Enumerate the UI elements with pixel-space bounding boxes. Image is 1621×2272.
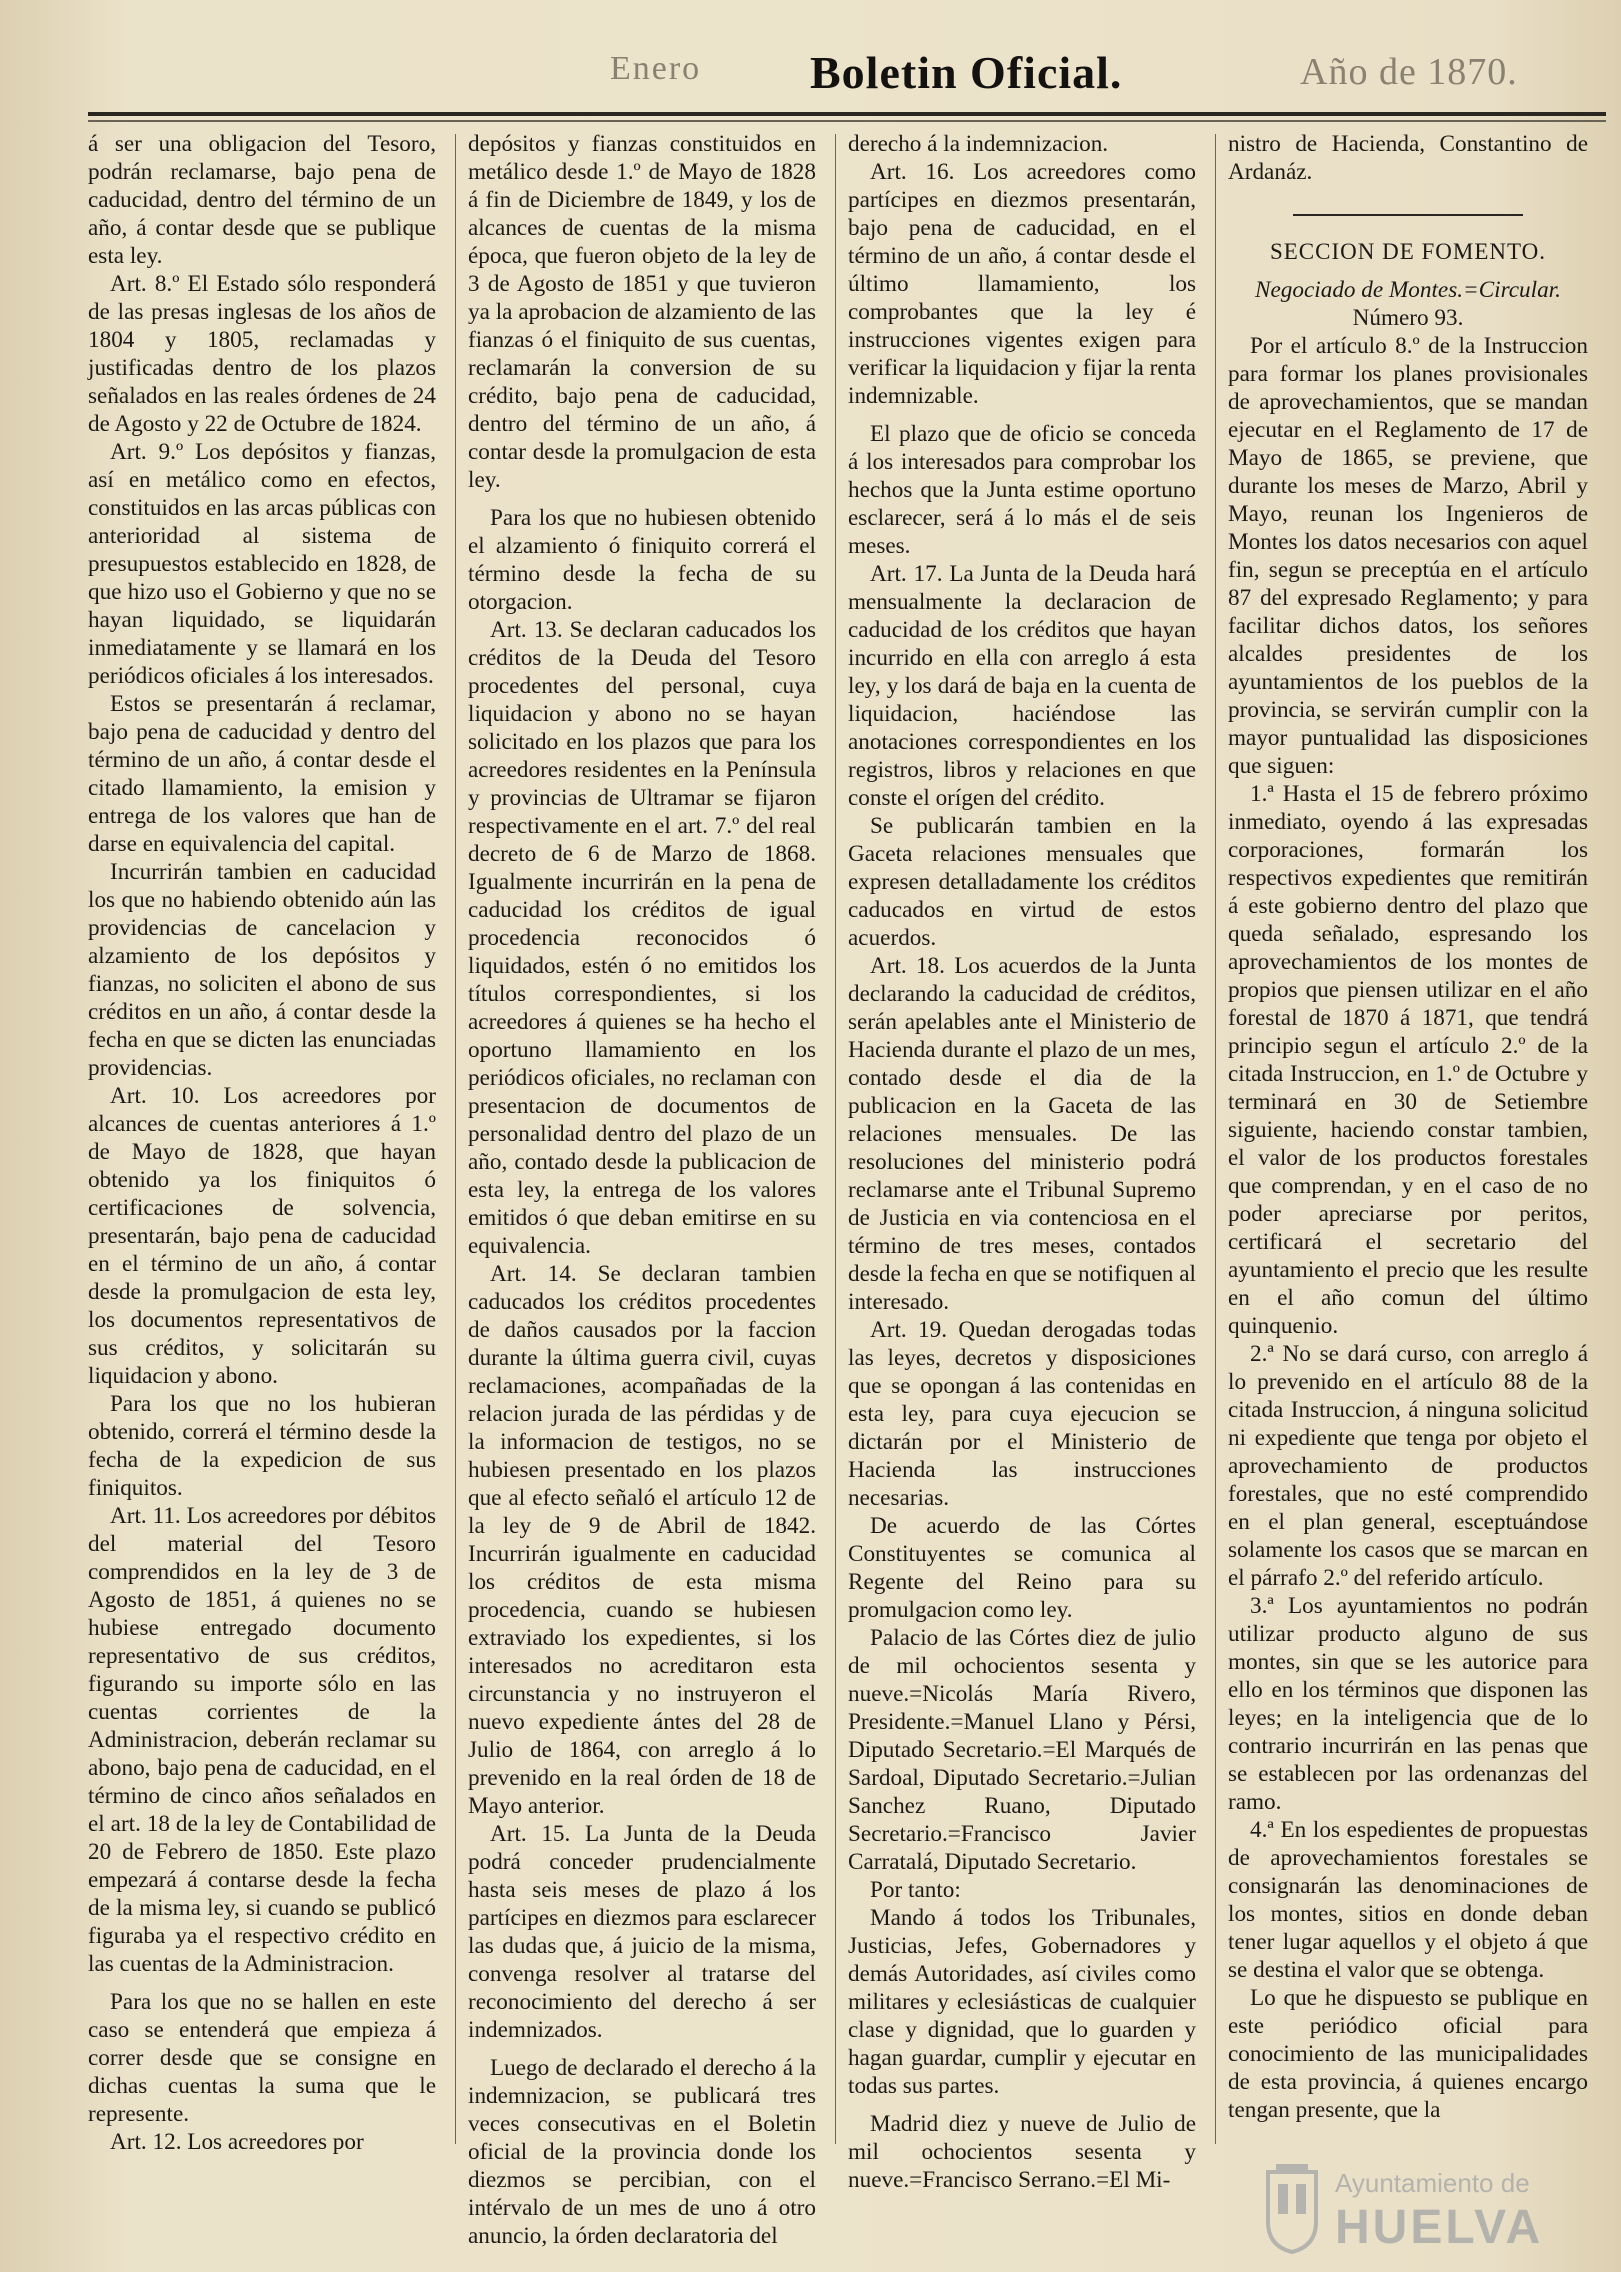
section-subtitle: Negociado de Montes.=Circular. xyxy=(1255,277,1561,303)
paragraph: Art. 9.º Los depósitos y fianzas, así en metálico como en efectos, constituidos en las arcas públicas con anterioridad al sistema de presupuestos establecido en 1828, de que hizo uso el Gobierno y que no se hayan liquidado, se liquidarán inmediatamente y se llamará en los periódicos oficiales á los interesados. xyxy=(88,439,436,689)
paragraph: Incurrirán tambien en caducidad los que no habiendo obtenido aún las providencias de cancelacion y alzamiento de los depósitos y fianzas, no soliciten el abono de sus créditos en un año, á contar desde la fecha en que se dicten las enunciadas providencias. xyxy=(88,859,436,1081)
page-title: Boletin Oficial. xyxy=(810,47,1123,98)
paragraph: Por el artículo 8.º de la Instruccion para formar los planes provisionales de aprovechamientos, que se mandan ejecutar en el Reglamento de 17 de Mayo de 1865, se previene, que durante los meses de Marzo, Abril y Mayo, reunan los Ingenieros de Montes los datos necesarios con aquel fin, segun se preceptúa en el artículo 87 del expresado Reglamento; y para facilitar dichos datos, los señores alcaldes presidentes de los ayuntamientos de los pueblos de la provincia, se servirán cumplir con la mayor puntualidad las disposiciones que siguen: xyxy=(1228,333,1588,779)
paragraph: derecho á la indemnizacion. xyxy=(848,131,1109,157)
paragraph: depósitos y fianzas constituidos en metálico desde 1.º de Mayo de 1828 á fin de Diciembre de 1849, y los de alcances de cuentas de la misma época, que fueron objeto de la ley de 3 de Agosto de 1851 y que tuvieron ya la aprobacion de alzamiento de las fianzas ó el finiquito de sus cuentas, reclamarán la conversion de su crédito, bajo pena de caducidad, dentro del término de un año, á contar desde la promulgacion de esta ley. xyxy=(468,131,816,493)
column-divider xyxy=(455,134,456,2144)
column-2 xyxy=(468,130,816,2249)
crest-icon xyxy=(1260,2162,1324,2254)
header-month: Enero xyxy=(610,50,702,87)
watermark-line-2: HUELVA xyxy=(1335,2201,1544,2254)
paragraph: El plazo que de oficio se conceda á los interesados para comprobar los hechos que la Junta estime oportuno esclarecer, será á lo más el de seis meses. xyxy=(848,421,1196,559)
header-rule-thin xyxy=(88,120,1606,122)
paragraph: 3.ª Los ayuntamientos no podrán utilizar producto alguno de sus montes, sin que se les autorice para ello en los términos que disponen las leyes; en la inteligencia que de lo contrario incurrirán en las penas que se establecen por las ordenanzas del ramo. xyxy=(1228,1593,1588,1815)
paragraph: Art. 14. Se declaran tambien caducados los créditos procedentes de daños causados por la faccion durante la última guerra civil, cuyas reclamaciones, acompañadas de la relacion jurada de las pérdidas y de la informacion de testigos, no se hubiesen presentado en los plazos que al efecto señaló el artículo 12 de la ley de 9 de Abril de 1842. Incurrirán igualmente en caducidad los créditos de esta misma procedencia, cuando se hubiesen extraviado los expedientes, si los interesados no acreditaron esta circunstancia y no instruyeron el nuevo expediente ántes del 28 de Julio de 1864, con arreglo á lo prevenido en la real órden de 18 de Mayo anterior. xyxy=(468,1261,816,1819)
paragraph: Para los que no se hallen en este caso se entenderá que empieza á correr desde que se consigne en dichas cuentas la suma que le represente. xyxy=(88,1989,436,2127)
paragraph: Lo que he dispuesto se publique en este periódico oficial para conocimiento de las municipalidades de esta provincia, á quienes encargo tengan presente, que la xyxy=(1228,1985,1588,2123)
paragraph: Mando á todos los Tribunales, Justicias, Jefes, Gobernadores y demás Autoridades, así civiles como militares y eclesiásticas de cualquier clase y dignidad, que lo guarden y hagan guardar, cumplir y ejecutar en todas sus partes. xyxy=(848,1905,1196,2099)
paragraph: Para los que no los hubieran obtenido, correrá el término desde la fecha de la expedicion de sus finiquitos. xyxy=(88,1391,436,1501)
column-divider xyxy=(1215,134,1216,2144)
column-divider xyxy=(835,134,836,2144)
column-3 xyxy=(848,130,1196,2193)
header-year: Año de 1870. xyxy=(1300,51,1518,93)
paragraph: Art. 18. Los acuerdos de la Junta declarando la caducidad de créditos, serán apelables ante el Ministerio de Hacienda durante el plazo de un mes, contado desde el dia de la publicacion en la Gaceta de las relaciones mensuales. De las resoluciones del ministerio podrá reclamarse ante el Tribunal Supremo de Justicia en via contenciosa en el término de tres meses, contados desde la fecha en que se notifiquen al interesado. xyxy=(848,953,1196,1315)
paragraph: Art. 8.º El Estado sólo responderá de las presas inglesas de los años de 1804 y 1805, reclamadas y justificadas dentro de los plazos señalados en las reales órdenes de 24 de Agosto y 22 de Octubre de 1824. xyxy=(88,271,436,437)
section-rule xyxy=(1293,214,1523,216)
paragraph: Madrid diez y nueve de Julio de mil ochocientos sesenta y nueve.=Francisco Serrano.=El Mi- xyxy=(848,2111,1196,2193)
paragraph: Art. 11. Los acreedores por débitos del material del Tesoro comprendidos en la ley de 3 de Agosto de 1851, á quienes no se hubiese entregado documento representativo de sus créditos, figurando su importe sólo en las cuentas corrientes de la Administracion, deberán reclamar su abono, bajo pena de caducidad, en el término de cinco años señalados en el art. 18 de la ley de Contabilidad de 20 de Febrero de 1850. Este plazo empezará á contarse desde la fecha de la misma ley, si cuando se publicó figuraba ya el respectivo crédito en las cuentas de la Administracion. xyxy=(88,1503,436,1977)
paragraph: Art. 10. Los acreedores por alcances de cuentas anteriores á 1.º de Mayo de 1828, que hayan obtenido ya los finiquitos ó certificaciones de solvencia, presentarán, bajo pena de caducidad en el término de un año, á contar desde la promulgacion de esta ley, los documentos representativos de sus créditos, y solicitarán su liquidacion y abono. xyxy=(88,1083,436,1389)
paragraph: Art. 15. La Junta de la Deuda podrá conceder prudencialmente hasta seis meses de plazo á los partícipes en diezmos para esclarecer las dudas que, á juicio de la misma, convenga resolver al tratarse del reconocimiento del derecho á ser indemnizados. xyxy=(468,1821,816,2043)
column-4 xyxy=(1228,130,1588,2160)
masthead xyxy=(80,40,1610,115)
column-1 xyxy=(88,130,436,2160)
paragraph: Art. 19. Quedan derogadas todas las leyes, decretos y disposiciones que se opongan á las contenidas en esta ley, para cuya ejecucion se dictarán por el Ministerio de Hacienda las instrucciones necesarias. xyxy=(848,1317,1196,1511)
paragraph: Luego de declarado el derecho á la indemnizacion, se publicará tres veces consecutivas en el Boletin oficial de la provincia donde los diezmos se percibian, con el intérvalo de un mes de uno á otro anuncio, la órden declaratoria del xyxy=(468,2055,816,2249)
watermark-line-1: Ayuntamiento de xyxy=(1335,2168,1530,2198)
paragraph: Art. 17. La Junta de la Deuda hará mensualmente la declaracion de caducidad de los créditos que hayan incurrido en ella con arreglo á esta ley, y los dará de baja en la cuenta de liquidacion, haciéndose las anotaciones correspondientes en los registros, libros y relaciones en que conste el orígen del crédito. xyxy=(848,561,1196,811)
section-number: Número 93. xyxy=(1352,305,1464,331)
paragraph: Para los que no hubiesen obtenido el alzamiento ó finiquito correrá el término desde la fecha de su otorgacion. xyxy=(468,505,816,615)
paragraph: á ser una obligacion del Tesoro, podrán reclamarse, bajo pena de caducidad, dentro del término de un año, á contar desde que se publique esta ley. xyxy=(88,131,436,269)
watermark xyxy=(1250,2158,1590,2258)
header-rule xyxy=(88,112,1606,116)
paragraph: De acuerdo de las Córtes Constituyentes se comunica al Regente del Reino para su promulgacion como ley. xyxy=(848,1513,1196,1623)
paragraph: Por tanto: xyxy=(870,1877,961,1903)
section-title: SECCION DE FOMENTO. xyxy=(1269,239,1547,264)
paragraph: 2.ª No se dará curso, con arreglo á lo prevenido en el artículo 88 de la citada Instruccion, á ninguna solicitud ni expediente que tenga por objeto el aprovechamiento de productos forestales, que no esté comprendido en el plan general, esceptuándose solamente los casos que se marcan en el párrafo 2.º del referido artículo. xyxy=(1228,1341,1588,1591)
paragraph: nistro de Hacienda, Constantino de Ardanáz. xyxy=(1228,131,1588,185)
paragraph: 4.ª En los espedientes de propuestas de aprovechamientos forestales se consignarán las denominaciones de los montes, sitios en donde deban tener lugar aquellos y el objeto á que se destina el valor que se obtenga. xyxy=(1228,1817,1588,1983)
paragraph: Art. 12. Los acreedores por xyxy=(110,2129,364,2155)
paragraph: Palacio de las Córtes diez de julio de mil ochocientos sesenta y nueve.=Nicolás María Rivero, Presidente.=Manuel Llano y Pérsi, Diputado Secretario.=El Marqués de Sardoal, Diputado Secretario.=Julian Sanchez Ruano, Diputado Secretario.=Francisco Javier Carratalá, Diputado Secretario. xyxy=(848,1625,1196,1875)
paragraph: Art. 13. Se declaran caducados los créditos de la Deuda del Tesoro procedentes del personal, cuya liquidacion y abono no se hayan solicitado en los plazos que para los acreedores residentes en la Península y provincias de Ultramar se fijaron respectivamente en el art. 7.º del real decreto de 6 de Marzo de 1868. Igualmente incurrirán en la pena de caducidad los créditos de igual procedencia reconocidos ó liquidados, estén ó no emitidos los títulos correspondientes, si los acreedores á quienes se ha hecho el oportuno llamamiento en los periódicos oficiales, no reclaman con presentacion de documentos de personalidad dentro del plazo de un año, contado desde la publicacion de esta ley, la entrega de los valores emitidos ó que deban emitirse en su equivalencia. xyxy=(468,617,816,1259)
paragraph: 1.ª Hasta el 15 de febrero próximo inmediato, oyendo á las expresadas corporaciones, formarán los respectivos expedientes que remitirán á este gobierno dentro del plazo que queda señalado, espresando los aprovechamientos de los montes de propios que piensen utilizar en el año forestal de 1870 á 1871, que tendrá principio segun el artículo 2.º de la citada Instruccion, en 1.º de Octubre y terminará en 30 de Setiembre siguiente, haciendo constar tambien, el valor de los productos forestales que comprendan, y en el caso de no poder apreciarse por peritos, certificará el secretario del ayuntamiento el precio que les resulte en el año comun del último quinquenio. xyxy=(1228,781,1588,1339)
paragraph: Estos se presentarán á reclamar, bajo pena de caducidad y dentro del término de un año, á contar desde el citado llamamiento, la emision y entrega de los valores que han de darse en equivalencia del capital. xyxy=(88,691,436,857)
paragraph: Se publicarán tambien en la Gaceta relaciones mensuales que expresen detalladamente los créditos caducados en virtud de estos acuerdos. xyxy=(848,813,1196,951)
paragraph: Art. 16. Los acreedores como partícipes en diezmos presentarán, bajo pena de caducidad, en el término de un año, á contar desde el último llamamiento, los comprobantes que la ley é instrucciones vigentes exigen para verificar la liquidacion y fijar la renta indemnizable. xyxy=(848,159,1196,409)
